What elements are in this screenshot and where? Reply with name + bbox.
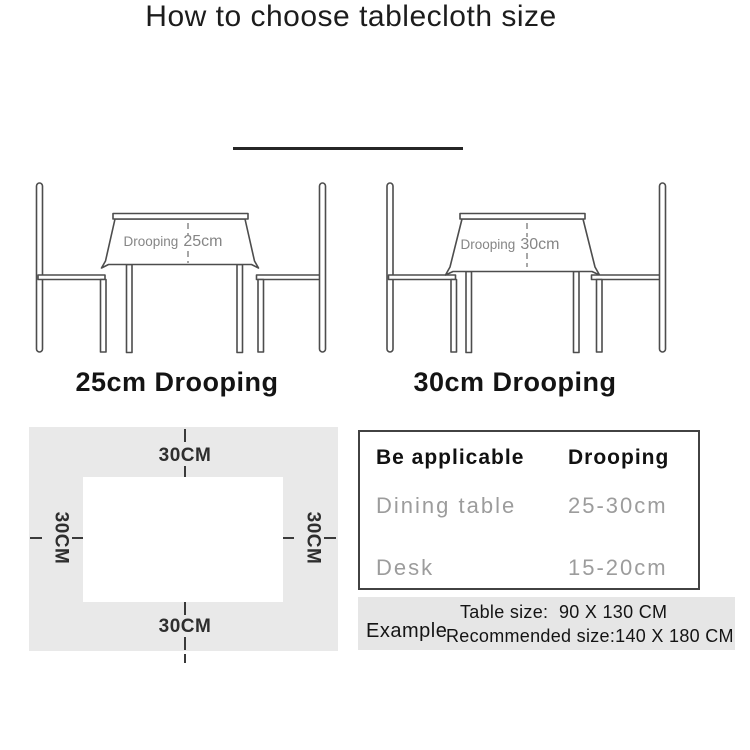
spec-value-dining-table: 25-30cm bbox=[568, 493, 668, 518]
example-box bbox=[358, 597, 735, 650]
tablecloth-illustration-30cm bbox=[382, 178, 672, 355]
title-underline bbox=[233, 147, 463, 150]
drooping-caption-25cm: Drooping 25cm bbox=[123, 233, 223, 250]
top-dimension-label: 30CM bbox=[158, 445, 212, 466]
spec-header-be-applicable: Be applicable bbox=[376, 446, 525, 469]
page-title: How to choose tablecloth size bbox=[145, 0, 557, 33]
spec-row-desk: Desk bbox=[376, 555, 435, 580]
spec-table bbox=[358, 430, 700, 590]
example-label: Example bbox=[366, 620, 448, 642]
example-table-size: Table size: 90 X 130 CM bbox=[460, 602, 668, 622]
right-chair-icon bbox=[592, 183, 666, 352]
tabletop-area bbox=[83, 477, 283, 602]
left-chair-icon bbox=[37, 183, 107, 352]
drooping-caption-30cm: Drooping 30cm bbox=[460, 236, 560, 253]
caption-30cm-drooping: 30cm Drooping bbox=[413, 367, 617, 397]
caption-25cm-drooping: 25cm Drooping bbox=[75, 367, 279, 397]
right-dimension-label: 30CM bbox=[302, 511, 324, 565]
left-dimension-label: 30CM bbox=[50, 511, 72, 565]
size-diagram bbox=[20, 420, 350, 665]
table-with-tablecloth bbox=[102, 214, 259, 353]
spec-row-dining-table: Dining table bbox=[376, 493, 517, 518]
tablecloth-illustration-25cm bbox=[30, 178, 330, 355]
left-chair-icon bbox=[387, 183, 457, 352]
spec-header-drooping: Drooping bbox=[568, 446, 670, 469]
bottom-dimension-label: 30CM bbox=[158, 616, 212, 637]
spec-value-desk: 15-20cm bbox=[568, 555, 668, 580]
right-chair-icon bbox=[257, 183, 326, 352]
table-with-tablecloth bbox=[446, 214, 600, 353]
example-recommended-size: Recommended size:140 X 180 CM bbox=[446, 626, 734, 646]
